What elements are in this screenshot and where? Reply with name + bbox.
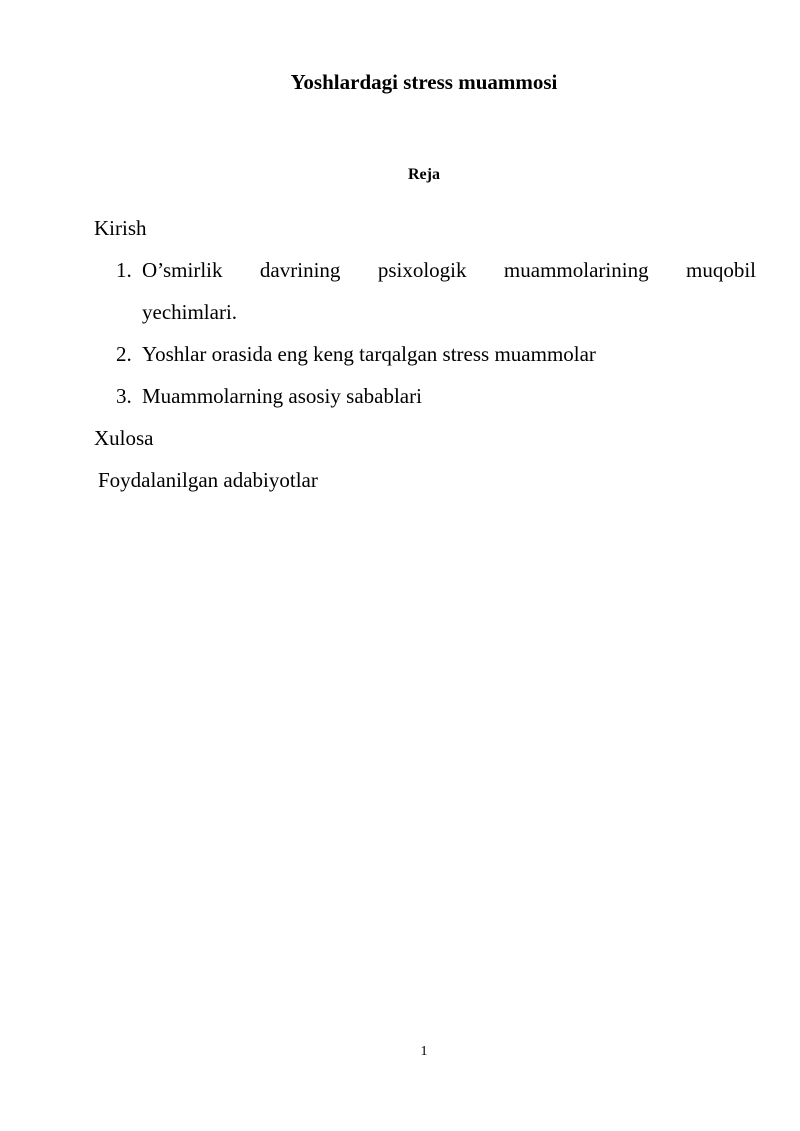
toc-item-number: 3. (116, 384, 132, 408)
page-number: 1 (420, 1044, 428, 1059)
toc-item-1 (94, 249, 756, 333)
toc-item-line: O’smirlik davrining psixologik muammolarining muqobil (142, 258, 756, 282)
document-title: Yoshlardagi stress muammosi (290, 70, 558, 94)
toc-numbered-list (94, 249, 756, 417)
toc-item-number: 1. (116, 258, 132, 282)
toc-conclusion: Xulosa (94, 426, 154, 450)
toc-intro: Kirish (94, 216, 147, 240)
toc-item-text: Yoshlar orasida eng keng tarqalgan stress muammolar (142, 342, 596, 366)
toc-item-text (142, 249, 756, 333)
toc-item-3 (94, 375, 756, 417)
table-of-contents (94, 207, 756, 501)
toc-item-number: 2. (116, 342, 132, 366)
toc-references: Foydalanilgan adabiyotlar (98, 468, 318, 492)
toc-item-2 (94, 333, 756, 375)
plan-heading: Reja (408, 166, 440, 183)
toc-item-line-continued: yechimlari. (142, 300, 238, 324)
toc-item-text: Muammolarning asosiy sabablari (142, 384, 422, 408)
